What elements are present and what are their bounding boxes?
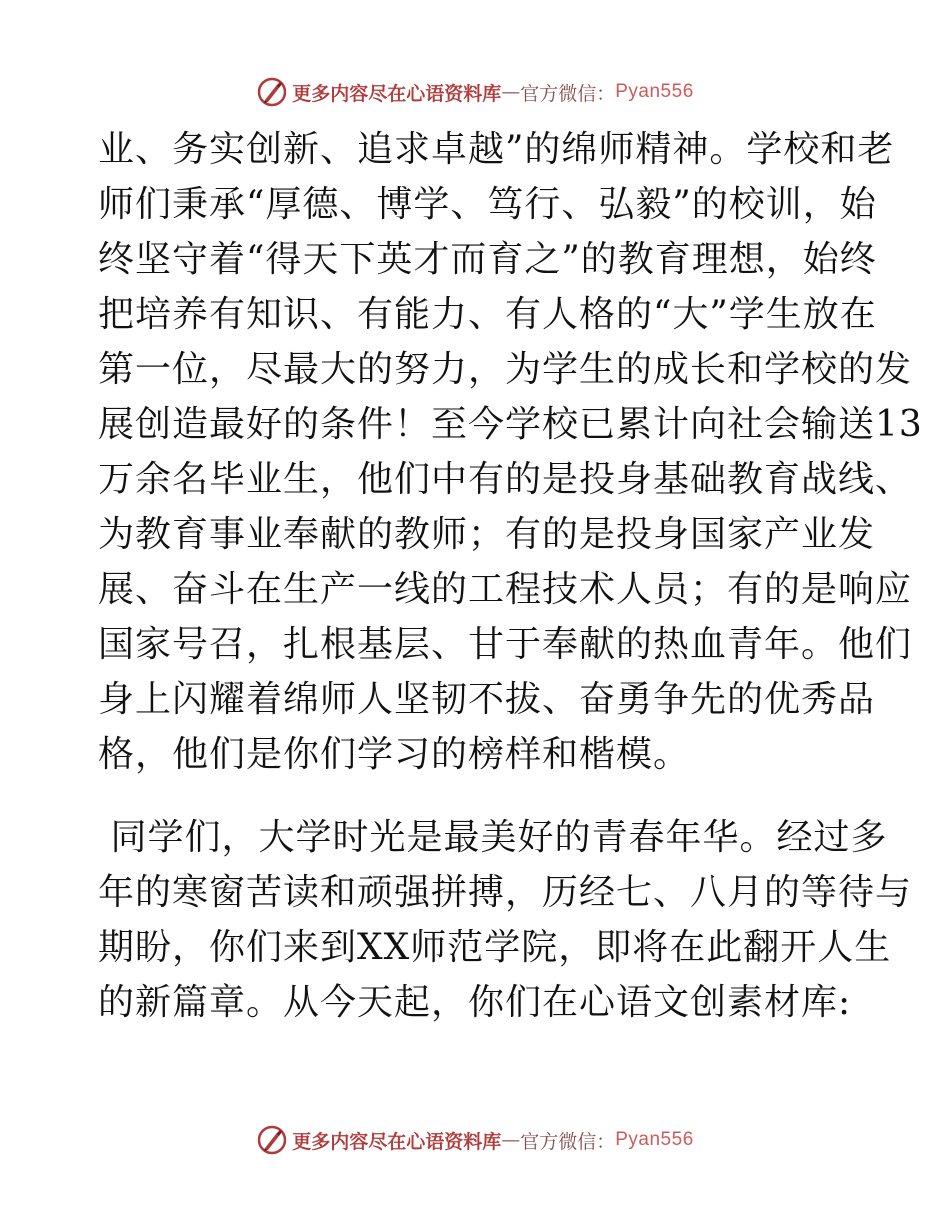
paragraph: [98, 122, 923, 782]
banner-wechat-label: 官方微信：: [520, 1130, 616, 1153]
pen-logo-icon: [256, 76, 288, 108]
banner-wechat-id: Pyan556: [615, 1129, 694, 1150]
text-line: 同学们，大学时光是最美好的青春年华。经过多: [98, 817, 888, 858]
text-line: 终坚守着“得天下英才而育之”的教育理想，始终: [98, 239, 877, 280]
text-line: 年的寒窗苦读和顽强拼搏，历经七、八月的等待与: [98, 872, 913, 913]
paragraph-spacer: [98, 782, 858, 810]
banner-dash: —: [501, 1129, 521, 1151]
pen-logo-icon: [256, 1124, 288, 1156]
text-line: 万余名毕业生，他们中有的是投身基础教育战线、: [98, 459, 913, 500]
banner-wechat-label: 官方微信：: [520, 82, 616, 105]
text-line: 师们秉承“厚德、博学、笃行、弘毅”的校训，始: [98, 184, 877, 225]
text-line: 期盼，你们来到XX师范学院，即将在此翻开人生: [98, 927, 892, 968]
banner-wechat-id: Pyan556: [615, 81, 694, 102]
text-line: 把培养有知识、有能力、有人格的“大”学生放在: [98, 294, 877, 335]
paragraph: [98, 810, 913, 1030]
text-line: 业、务实创新、追求卓越”的绵师精神。学校和老: [98, 129, 895, 170]
text-line: 为教育事业奉献的教师；有的是投身国家产业发: [98, 514, 876, 555]
footer-banner: [0, 1118, 950, 1162]
text-line: 格，他们是你们学习的榜样和楷模。: [98, 734, 691, 775]
banner-dash: —: [501, 81, 521, 103]
banner-main-text: 更多内容尽在心语资料库: [292, 1130, 502, 1153]
banner-main-text: 更多内容尽在心语资料库: [292, 82, 502, 105]
text-line: 的新篇章。从今天起，你们在心语文创素材库:: [98, 982, 852, 1023]
text-line: 展、奋斗在生产一线的工程技术人员；有的是响应: [98, 569, 913, 610]
document-body: [98, 122, 923, 1030]
text-line: 展创造最好的条件！至今学校已累计向社会输送13: [98, 404, 923, 445]
text-line: 第一位，尽最大的努力，为学生的成长和学校的发: [98, 349, 913, 390]
text-line: 身上闪耀着绵师人坚韧不拔、奋勇争先的优秀品: [98, 679, 876, 720]
header-banner: [0, 70, 950, 114]
text-line: 国家号召，扎根基层、甘于奉献的热血青年。他们: [98, 624, 913, 665]
